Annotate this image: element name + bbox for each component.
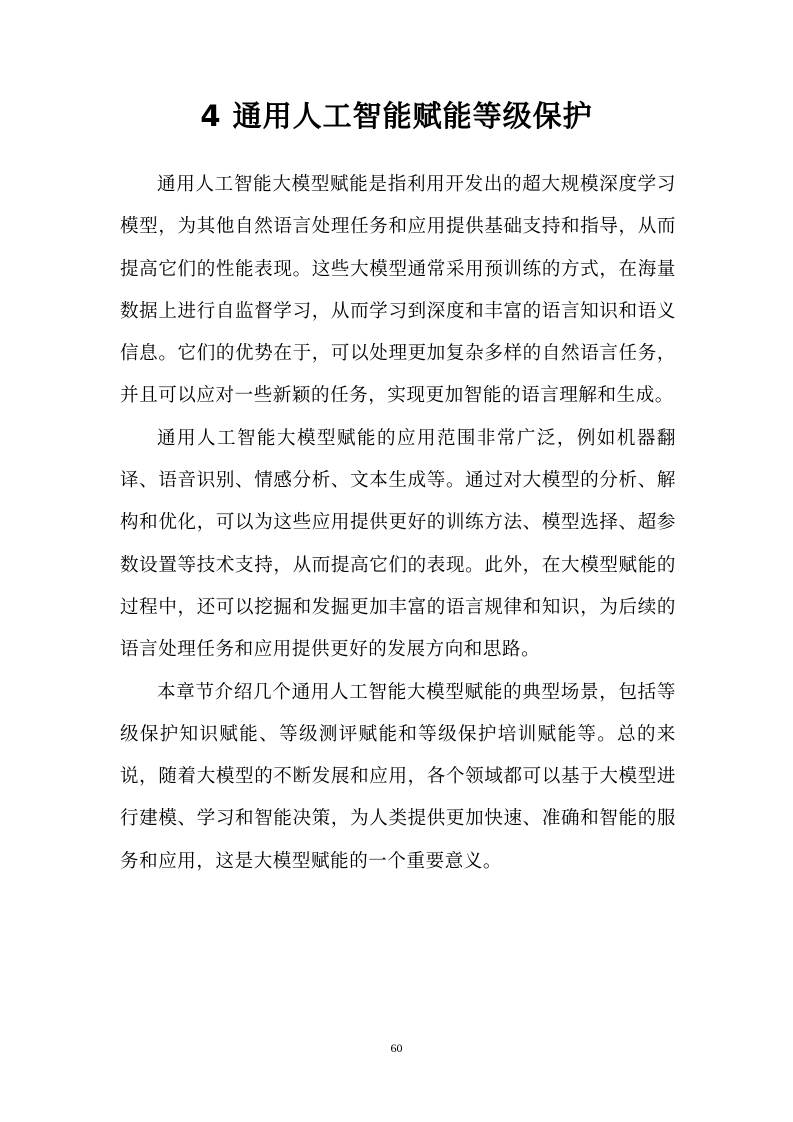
- body-text: [120, 164, 676, 883]
- paragraph-1: 通用人工智能大模型赋能是指利用开发出的超大规模深度学习模型，为其他自然语言处理任务和应用提供基础支持和指导，从而提高它们的性能表现。这些大模型通常采用预训练的方式，在海量数据上进行自监督学习，从而学习到深度和丰富的语言知识和语义信息。它们的优势在于，可以处理更加复杂多样的自然语言任务，并且可以应对一些新颖的任务，实现更加智能的语言理解和生成。: [120, 174, 676, 407]
- paragraph-2: 通用人工智能大模型赋能的应用范围非常广泛，例如机器翻译、语音识别、情感分析、文本生成等。通过对大模型的分析、解构和优化，可以为这些应用提供更好的训练方法、模型选择、超参数设置等技术支持，从而提高它们的表现。此外，在大模型赋能的过程中，还可以挖掘和发掘更加丰富的语言规律和知识，为后续的语言处理任务和应用提供更好的发展方向和思路。: [120, 427, 676, 661]
- paragraph-3: 本章节介绍几个通用人工智能大模型赋能的典型场景，包括等级保护知识赋能、等级测评赋能和等级保护培训赋能等。总的来说，随着大模型的不断发展和应用，各个领域都可以基于大模型进行建模、学习和智能决策，为人类提供更加快速、准确和智能的服务和应用，这是大模型赋能的一个重要意义。: [120, 681, 676, 872]
- page-number: 60: [390, 1041, 403, 1055]
- chapter-title: 4 通用人工智能赋能等级保护: [200, 99, 593, 133]
